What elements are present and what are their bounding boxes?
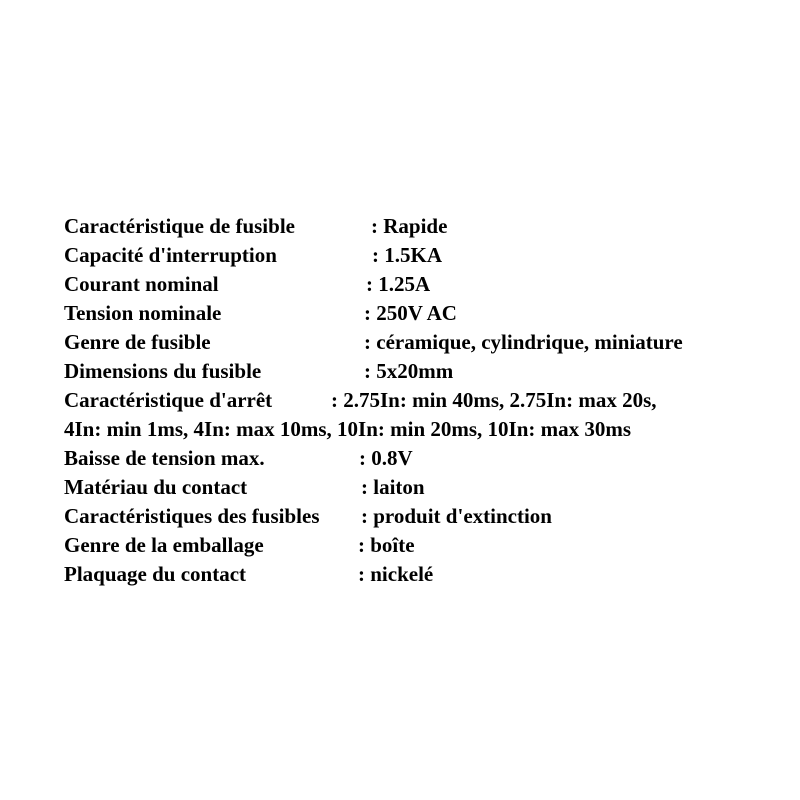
spec-label: Caractéristique de fusible [64,214,295,238]
spec-value: : 1.25A [366,272,431,296]
spec-row-rated-voltage [64,299,457,328]
spec-value: : Rapide [371,214,448,238]
spec-row-fuse-dimensions [64,357,454,386]
spec-label: Genre de fusible [64,330,211,354]
spec-value-continuation: 4In: min 1ms, 4In: max 10ms, 10In: min 20ms, 10In: max 30ms [64,417,632,441]
spec-row-fuse-characteristic [64,212,448,241]
spec-value: : 250V AC [364,301,457,325]
spec-label: Courant nominal [64,272,219,296]
spec-value: : laiton [361,475,425,499]
spec-label: Baisse de tension max. [64,446,265,470]
spec-row-contact-material [64,473,425,502]
spec-value: : nickelé [358,562,434,586]
spec-row-packaging-type [64,531,415,560]
spec-row-fuse-characteristics [64,502,552,531]
spec-row-tripping-continuation [64,415,632,444]
spec-row-contact-plating [64,560,434,589]
spec-row-rated-current [64,270,431,299]
spec-label: Caractéristique d'arrêt [64,388,273,412]
spec-value: : boîte [358,533,415,557]
spec-label: Capacité d'interruption [64,243,277,267]
spec-label: Caractéristiques des fusibles [64,504,320,528]
spec-value: : céramique, cylindrique, miniature [364,330,683,354]
spec-row-breaking-capacity [64,241,442,270]
spec-row-max-voltage-drop [64,444,413,473]
spec-label: Plaquage du contact [64,562,247,586]
spec-label: Matériau du contact [64,475,248,499]
spec-label: Tension nominale [64,301,222,325]
spec-value: : 2.75In: min 40ms, 2.75In: max 20s, [331,388,657,412]
spec-value: : 0.8V [359,446,413,470]
spec-value: : produit d'extinction [361,504,552,528]
spec-value: : 1.5KA [372,243,442,267]
spec-row-fuse-type [64,328,683,357]
spec-row-tripping-characteristic [64,386,657,415]
spec-label: Genre de la emballage [64,533,264,557]
spec-label: Dimensions du fusible [64,359,262,383]
spec-value: : 5x20mm [364,359,454,383]
